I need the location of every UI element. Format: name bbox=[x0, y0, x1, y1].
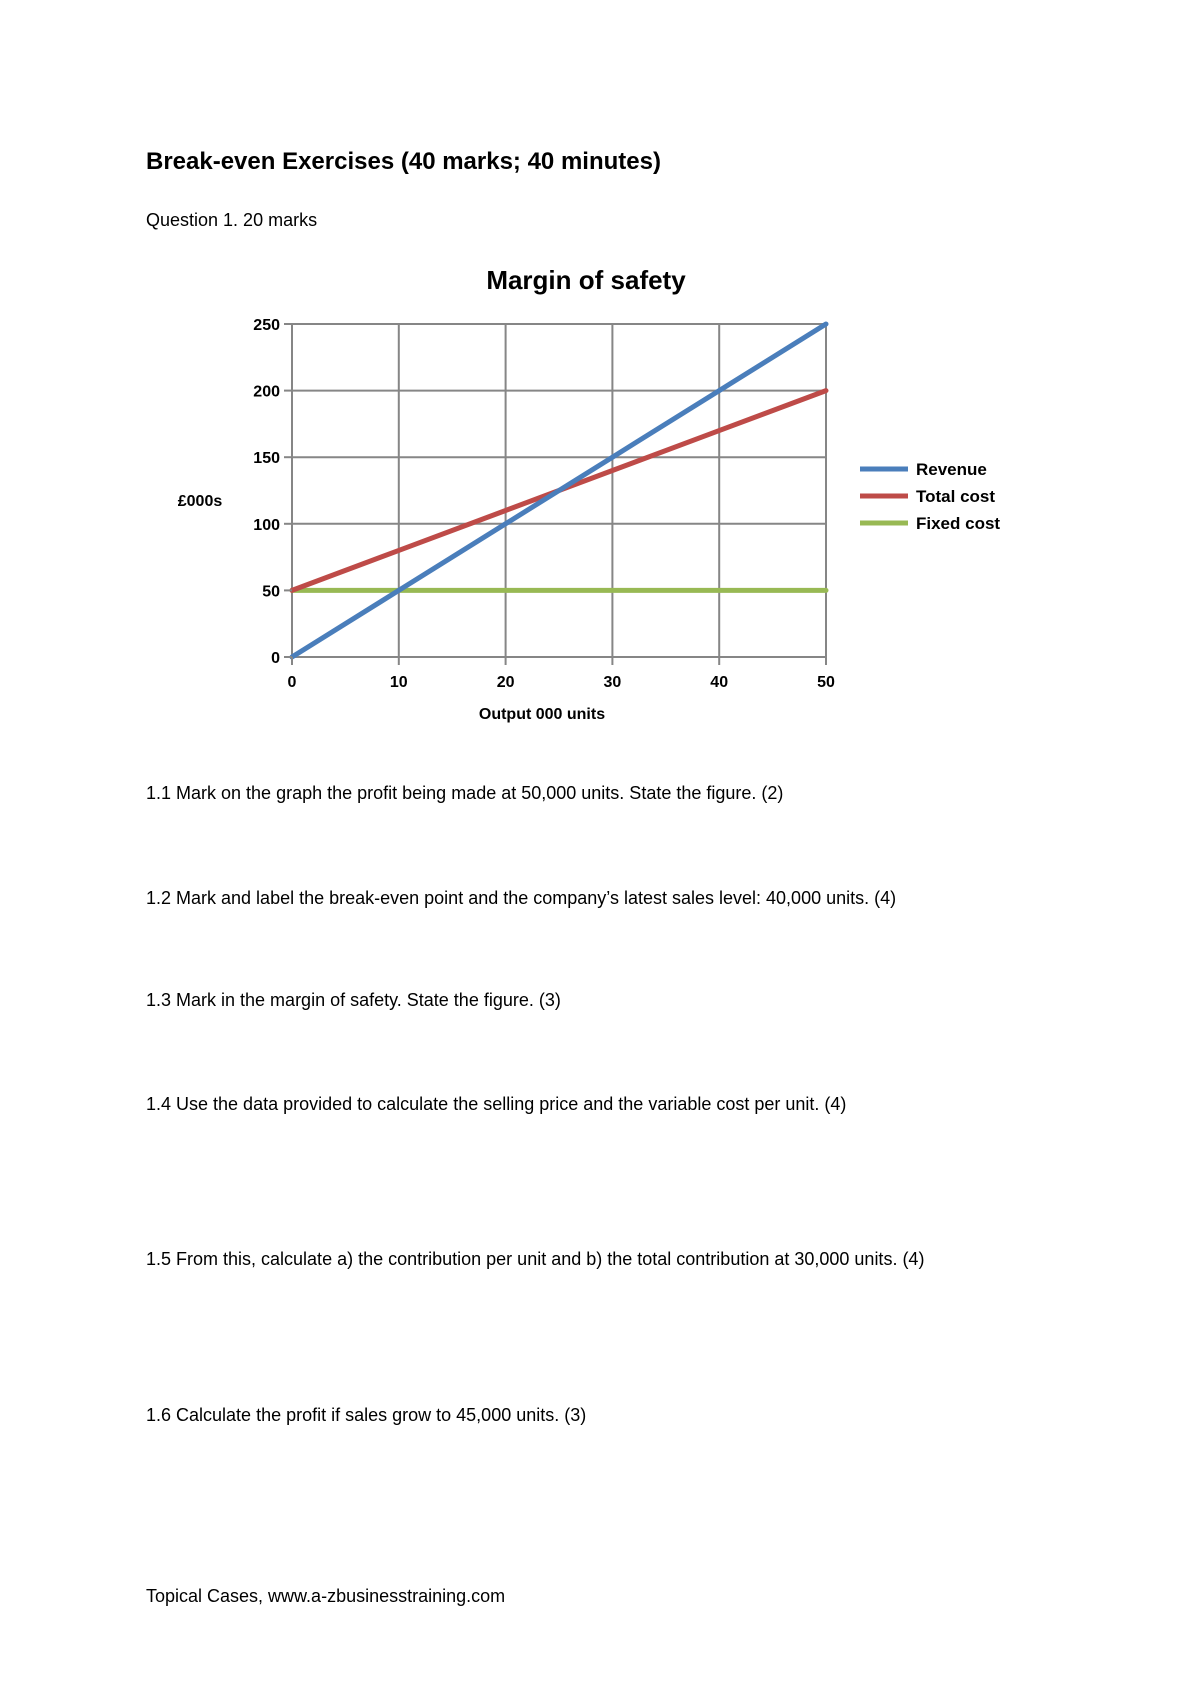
footer: Topical Cases, www.a-zbusinesstraining.com bbox=[146, 1586, 506, 1606]
x-tick-label: 40 bbox=[710, 674, 729, 691]
chart-series bbox=[292, 324, 826, 657]
break-even-chart bbox=[160, 252, 1040, 732]
question-1-2: 1.2 Mark and label the break-even point and the company’s latest sales level: 40,000 units. (4) bbox=[146, 888, 897, 908]
x-tick-label: 50 bbox=[817, 674, 835, 691]
total-cost-legend-label: Total cost bbox=[916, 487, 996, 506]
page-title: Break-even Exercises (40 marks; 40 minutes) bbox=[146, 148, 661, 175]
y-tick-label: 100 bbox=[253, 516, 280, 534]
question-1-4: 1.4 Use the data provided to calculate the selling price and the variable cost per unit. (4) bbox=[146, 1094, 847, 1114]
revenue-line bbox=[292, 324, 826, 657]
x-tick-label: 0 bbox=[287, 674, 297, 691]
x-tick-label: 30 bbox=[603, 674, 622, 691]
x-tick-label: 20 bbox=[496, 674, 515, 691]
y-tick-label: 150 bbox=[253, 450, 280, 468]
x-tick-label: 10 bbox=[389, 674, 408, 691]
fixed-cost-legend-label: Fixed cost bbox=[916, 514, 1001, 533]
y-tick-label: 50 bbox=[262, 583, 280, 601]
y-axis-label: £000s bbox=[177, 493, 223, 510]
chart-legend bbox=[860, 460, 1000, 533]
question-1-5: 1.5 From this, calculate a) the contribution per unit and b) the total contribution at 30,000 units. (4) bbox=[146, 1249, 925, 1269]
question-1-1: 1.1 Mark on the graph the profit being made at 50,000 units. State the figure. (2) bbox=[146, 783, 784, 803]
question-1-6: 1.6 Calculate the profit if sales grow to 45,000 units. (3) bbox=[146, 1405, 587, 1425]
question-1-3: 1.3 Mark in the margin of safety. State the figure. (3) bbox=[146, 990, 561, 1010]
question-heading: Question 1. 20 marks bbox=[146, 210, 318, 230]
chart-title: Margin of safety bbox=[486, 265, 686, 295]
y-tick-label: 0 bbox=[271, 650, 280, 667]
y-tick-label: 250 bbox=[253, 317, 280, 334]
x-axis-label: Output 000 units bbox=[478, 706, 606, 723]
y-tick-label: 200 bbox=[253, 383, 280, 401]
revenue-legend-label: Revenue bbox=[916, 460, 987, 479]
